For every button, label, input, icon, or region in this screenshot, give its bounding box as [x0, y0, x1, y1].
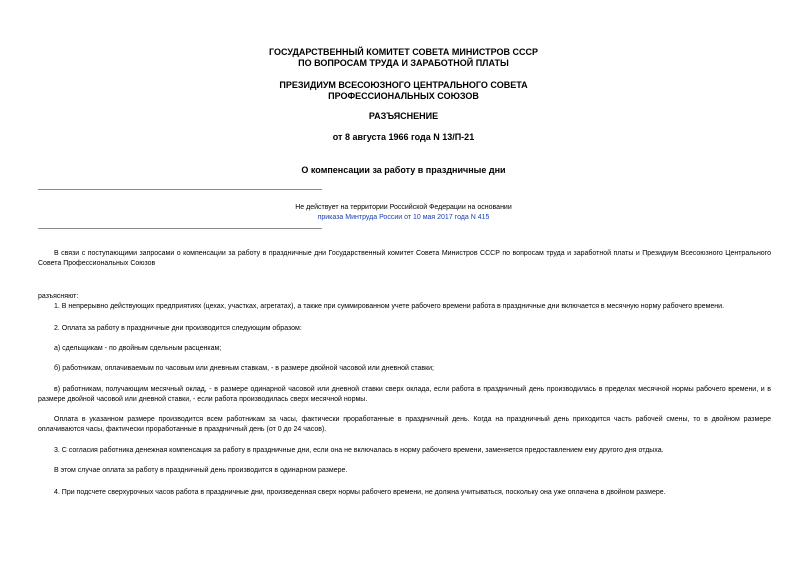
issuer-committee: [0, 47, 807, 69]
item-2c: в) работникам, получающим месячный оклад, - в размере одинарной часовой или дневной ставки сверх оклада, если работа в праздничный день производилась в пределах месячной нормы рабочего времени, и в размере двойной часовой или дневной ставки, - если работа производилась сверх месячной нормы.: [38, 386, 771, 403]
explain-word: разъясняют:: [38, 293, 79, 300]
issuer-presidium-line2: ПРОФЕССИОНАЛЬНЫХ СОЮЗОВ: [328, 91, 479, 101]
item-2: 2. Оплата за работу в праздничные дни производится следующим образом:: [54, 325, 302, 332]
intro-paragraph: В связи с поступающими запросами о компенсации за работу в праздничные дни Государственный комитет Совета Министров СССР по вопросам труда и заработной платы и Президиум Всесоюзного Центрального Совета Профессиональных Союзов: [38, 250, 771, 267]
item-2a: а) сдельщикам - по двойным сдельным расценкам;: [54, 345, 222, 352]
divider-top: [38, 189, 322, 190]
issuer-committee-line1: ГОСУДАРСТВЕННЫЙ КОМИТЕТ СОВЕТА МИНИСТРОВ СССР: [268, 47, 538, 57]
status-notice-link[interactable]: приказа Минтруда России от 10 мая 2017 года N 415: [317, 214, 490, 221]
document-type: РАЗЪЯСНЕНИЕ: [368, 111, 439, 121]
issuer-presidium: [0, 80, 807, 102]
item-4: 4. При подсчете сверхурочных часов работа в праздничные дни, произведенная сверх нормы рабочего времени, не должна учитываться, поскольку она уже оплачена в двойном размере.: [54, 489, 666, 496]
issuer-presidium-line1: ПРЕЗИДИУМ ВСЕСОЮЗНОГО ЦЕНТРАЛЬНОГО СОВЕТА: [279, 80, 528, 90]
document-date: от 8 августа 1966 года N 13/П-21: [332, 132, 475, 142]
item-3-note: В этом случае оплата за работу в праздничный день производится в одинарном размере.: [54, 467, 348, 474]
payment-note: Оплата в указанном размере производится всем работникам за часы, фактически проработанные в праздничный день. Когда на праздничный день приходится часть рабочей смены, то в двойном размере оплачиваются часы, фактически проработанные в праздничный день (от 0 до 24 часов).: [38, 416, 771, 433]
document-title: О компенсации за работу в праздничные дни: [301, 165, 506, 175]
item-3: 3. С согласия работника денежная компенсация за работу в праздничные дни, если она не включалась в норму рабочего времени, заменяется предоставлением ему другого дня отдыха.: [54, 447, 664, 454]
item-2b: б) работникам, оплачиваемым по часовым или дневным ставкам, - в размере двойной часовой или дневной ставки;: [54, 365, 434, 372]
status-notice: Не действует на территории Российской Федерации на основании: [295, 204, 512, 211]
item-1: 1. В непрерывно действующих предприятиях (цехах, участках, агрегатах), а также при суммированном учете рабочего времени работа в праздничные дни включается в месячную норму рабочего времени.: [54, 303, 725, 310]
divider-bottom: [38, 228, 322, 229]
issuer-committee-line2: ПО ВОПРОСАМ ТРУДА И ЗАРАБОТНОЙ ПЛАТЫ: [298, 58, 509, 68]
